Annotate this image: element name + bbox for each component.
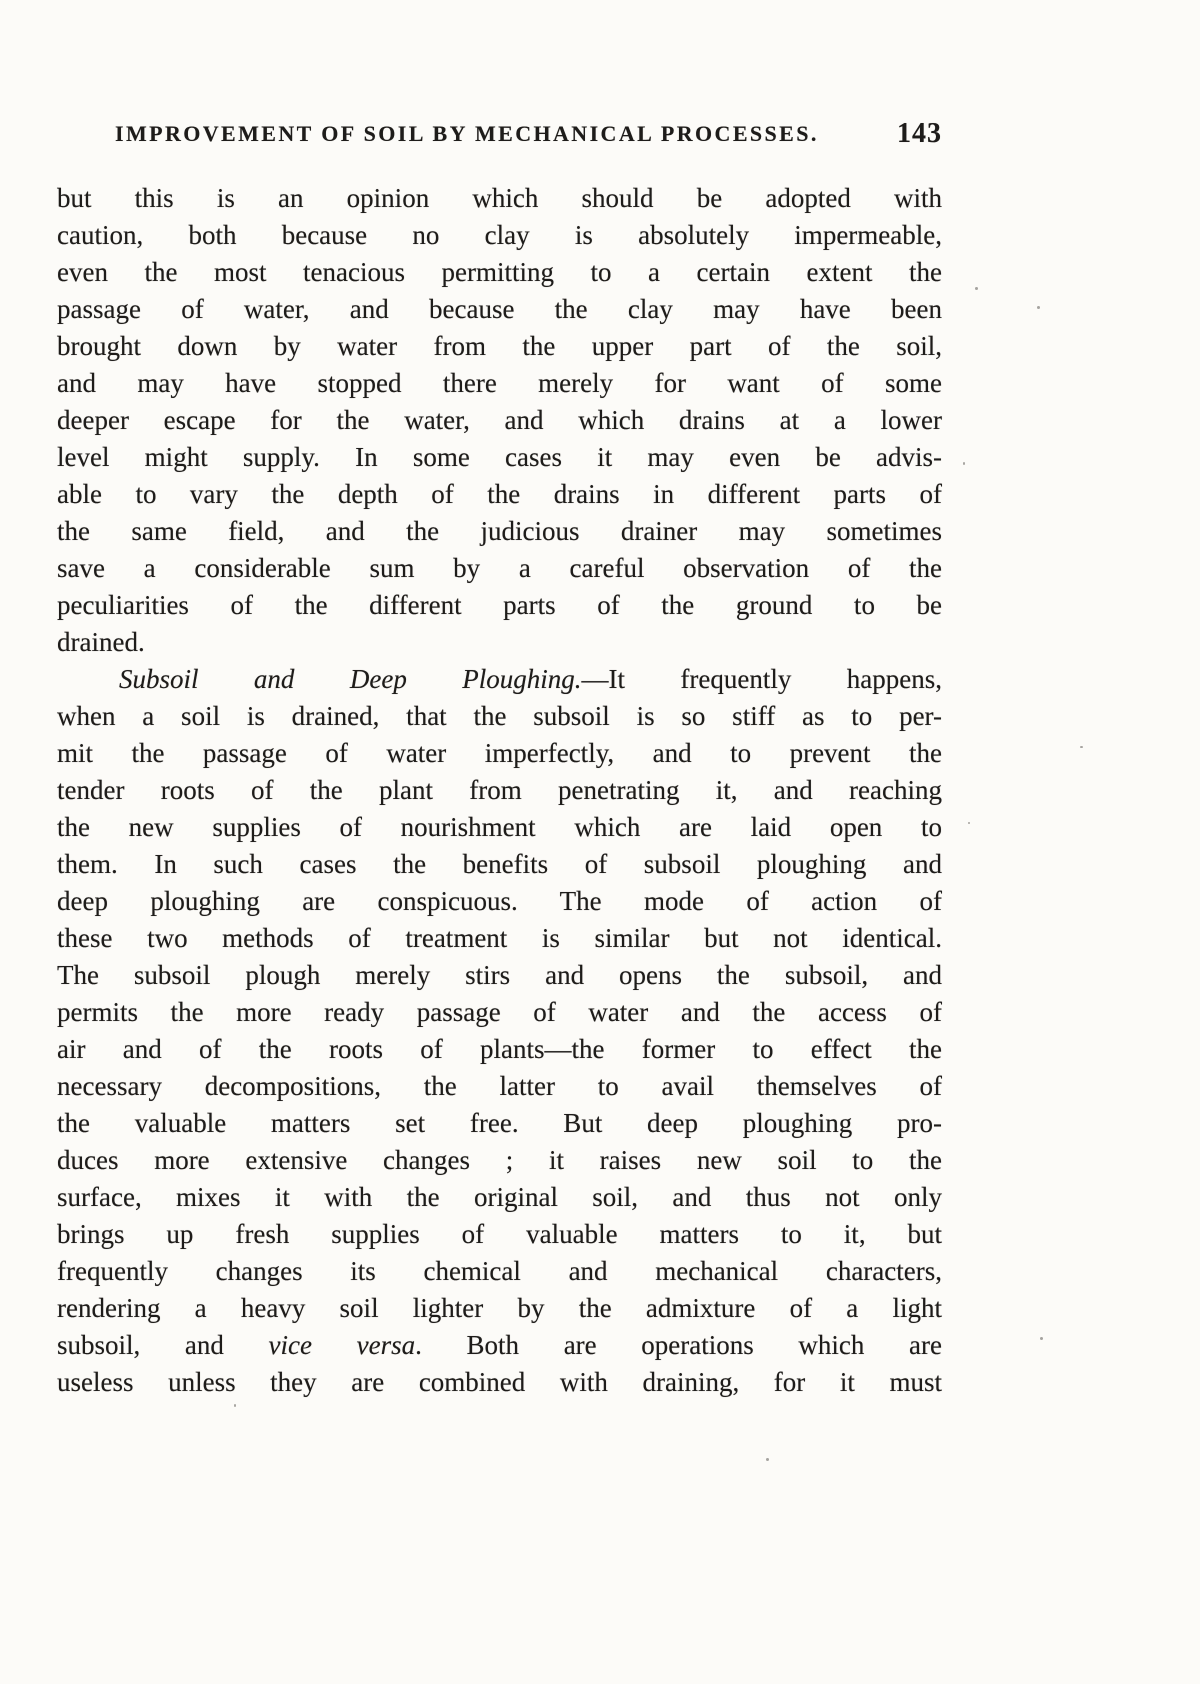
scan-speck [963, 462, 965, 465]
text-segment: drained. [57, 627, 145, 657]
text-line [57, 180, 942, 217]
text-line [57, 624, 942, 661]
text-segment: passage of water, and because the clay may have been [57, 294, 942, 324]
text-segment: brings up fresh supplies of valuable matters to it, but [57, 1219, 942, 1249]
text-line [57, 1068, 942, 1105]
text-segment: duces more extensive changes ; it raises new soil to the [57, 1145, 942, 1175]
scan-speck [975, 287, 978, 290]
text-line [57, 994, 942, 1031]
text-line [57, 217, 942, 254]
text-segment: brought down by water from the upper part of the soil, [57, 331, 942, 361]
text-line [57, 735, 942, 772]
text-line [57, 920, 942, 957]
running-header [57, 120, 942, 148]
text-segment: mit the passage of water imperfectly, and to prevent the [57, 738, 942, 768]
body-text [57, 180, 942, 1401]
header-title: IMPROVEMENT OF SOIL BY MECHANICAL PROCESSES. [115, 121, 819, 146]
text-line [57, 1216, 942, 1253]
text-line [57, 772, 942, 809]
text-segment: vice versa [268, 1330, 416, 1360]
text-line [57, 513, 942, 550]
text-segment: tender roots of the plant from penetrating it, and reaching [57, 775, 942, 805]
page-content [57, 120, 942, 1401]
scan-speck [1040, 1337, 1043, 1340]
scan-speck [968, 822, 970, 824]
text-line [57, 846, 942, 883]
text-segment: deep ploughing are conspicuous. The mode of action of [57, 886, 942, 916]
text-line [57, 587, 942, 624]
text-line [57, 1105, 942, 1142]
text-segment: save a considerable sum by a careful observation of the [57, 553, 942, 583]
text-line [57, 254, 942, 291]
text-segment: and may have stopped there merely for want of some [57, 368, 942, 398]
text-segment: The subsoil plough merely stirs and opens the subsoil, and [57, 960, 942, 990]
text-line [57, 661, 942, 698]
text-segment: subsoil, and [57, 1330, 269, 1360]
text-segment: even the most tenacious permitting to a certain extent the [57, 257, 942, 287]
text-line [57, 402, 942, 439]
text-segment: but this is an opinion which should be adopted with [57, 183, 942, 213]
page-number: 143 [897, 118, 942, 149]
text-segment: the new supplies of nourishment which are laid open to [57, 812, 942, 842]
text-segment: the valuable matters set free. But deep ploughing pro- [57, 1108, 942, 1138]
text-line [57, 1364, 942, 1401]
text-line [57, 809, 942, 846]
text-segment: . Both are operations which are [415, 1330, 942, 1360]
text-line [57, 328, 942, 365]
text-line [57, 1031, 942, 1068]
text-segment: necessary decompositions, the latter to avail themselves of [57, 1071, 942, 1101]
text-segment: when a soil is drained, that the subsoil is so stiff as to per- [57, 701, 942, 731]
text-segment: surface, mixes it with the original soil, and thus not only [57, 1182, 942, 1212]
scan-speck [1080, 746, 1083, 748]
text-segment: Subsoil and Deep Ploughing. [119, 664, 582, 694]
text-segment: rendering a heavy soil lighter by the admixture of a light [57, 1293, 942, 1323]
text-segment: useless unless they are combined with draining, for it must [57, 1367, 942, 1397]
text-line [57, 1327, 942, 1364]
text-line [57, 291, 942, 328]
text-segment: frequently changes its chemical and mechanical characters, [57, 1256, 942, 1286]
text-segment: the same field, and the judicious drainer may sometimes [57, 516, 942, 546]
text-line [57, 883, 942, 920]
text-segment: them. In such cases the benefits of subsoil ploughing and [57, 849, 942, 879]
text-line [57, 957, 942, 994]
text-segment: level might supply. In some cases it may even be advis- [57, 442, 942, 472]
text-segment: peculiarities of the different parts of the ground to be [57, 590, 942, 620]
text-segment: able to vary the depth of the drains in different parts of [57, 479, 942, 509]
text-segment: permits the more ready passage of water and the access of [57, 997, 942, 1027]
text-line [57, 550, 942, 587]
text-segment: caution, both because no clay is absolutely impermeable, [57, 220, 942, 250]
text-line [57, 1290, 942, 1327]
text-segment: —It frequently happens, [581, 664, 942, 694]
text-segment: air and of the roots of plants—the former to effect the [57, 1034, 942, 1064]
text-segment: these two methods of treatment is similar but not identical. [57, 923, 942, 953]
scan-speck [766, 1458, 769, 1461]
scan-speck [1037, 306, 1040, 309]
text-segment: deeper escape for the water, and which drains at a lower [57, 405, 942, 435]
text-line [57, 698, 942, 735]
text-line [57, 1253, 942, 1290]
text-line [57, 1179, 942, 1216]
text-line [57, 1142, 942, 1179]
text-line [57, 365, 942, 402]
text-line [57, 439, 942, 476]
scan-speck [234, 1404, 236, 1407]
text-line [57, 476, 942, 513]
